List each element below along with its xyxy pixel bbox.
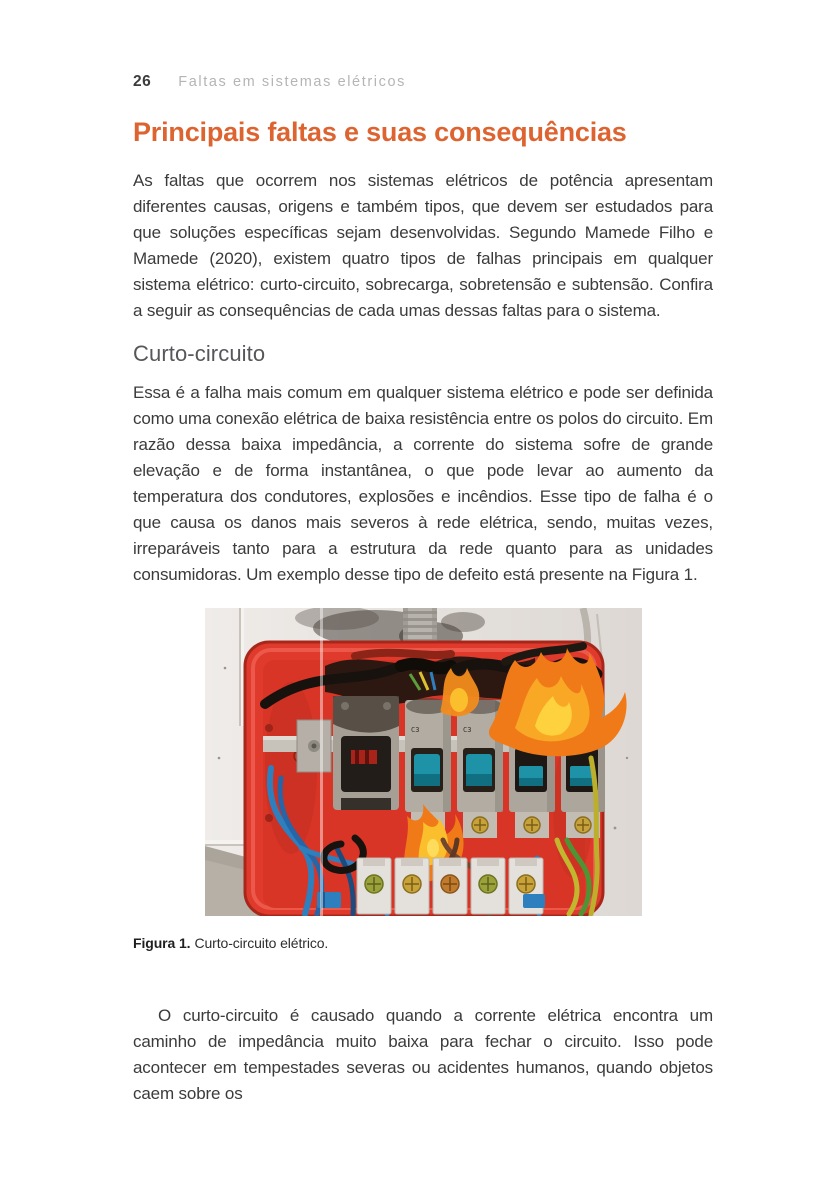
paragraph-cause: O curto-circuito é causado quando a corrente elétrica encontra um caminho de impedância muito baixa para fechar o circuito. Isso pode acontecer em tempestades severas ou acidentes humanos, quando objetos caem sobre os xyxy=(133,1005,713,1103)
main-heading: Principais faltas e suas consequências xyxy=(133,117,627,147)
breaker-label: C3 xyxy=(411,725,420,734)
figure-caption-text: Curto-circuito elétrico. xyxy=(194,934,329,951)
figure-caption-label: Figura 1. xyxy=(133,934,191,951)
photo-glare-line xyxy=(320,608,323,916)
section-heading-curto-circuito: Curto-circuito xyxy=(133,340,266,366)
figure-1 xyxy=(205,608,642,916)
running-title: Faltas em sistemas elétricos xyxy=(178,74,406,90)
paragraph-intro: As faltas que ocorrem nos sistemas elétricos de potência apresentam diferentes causas, origens e também tipos, que devem ser estudados para que soluções específicas sejam desenvolvidas. Segundo Mamede Filho e Mamede (2020), existem quatro tipos de falhas principais em qualquer sistema elétrico: curto-circuito, sobrecarga, sobretensão e subtensão. Confira a seguir as consequências de cada umas dessas faltas para o sistema. xyxy=(133,170,713,320)
paragraph-short-circuit: Essa é a falha mais comum em qualquer sistema elétrico e pode ser definida como uma conexão elétrica de baixa resistência entre os polos do circuito. Em razão dessa baixa impedância, a corrente do sistema sofre de grande elevação e de forma instantânea, o que pode levar ao aumento da temperatura dos condutores, explosões e incêndios. Esse tipo de falha é o que causa os danos mais severos à rede elétrica, sendo, muitas vezes, irreparáveis tanto para a estrutura da rede quanto para as unidades consumidoras. Um exemplo desse tipo de defeito está presente na Figura 1. xyxy=(133,382,713,584)
page-number: 26 xyxy=(133,73,152,90)
breaker-label: C3 xyxy=(463,725,472,734)
main-breaker xyxy=(333,696,399,810)
burning-electrical-panel-photo xyxy=(205,608,642,916)
running-header xyxy=(133,73,713,91)
figure-caption xyxy=(133,935,713,951)
